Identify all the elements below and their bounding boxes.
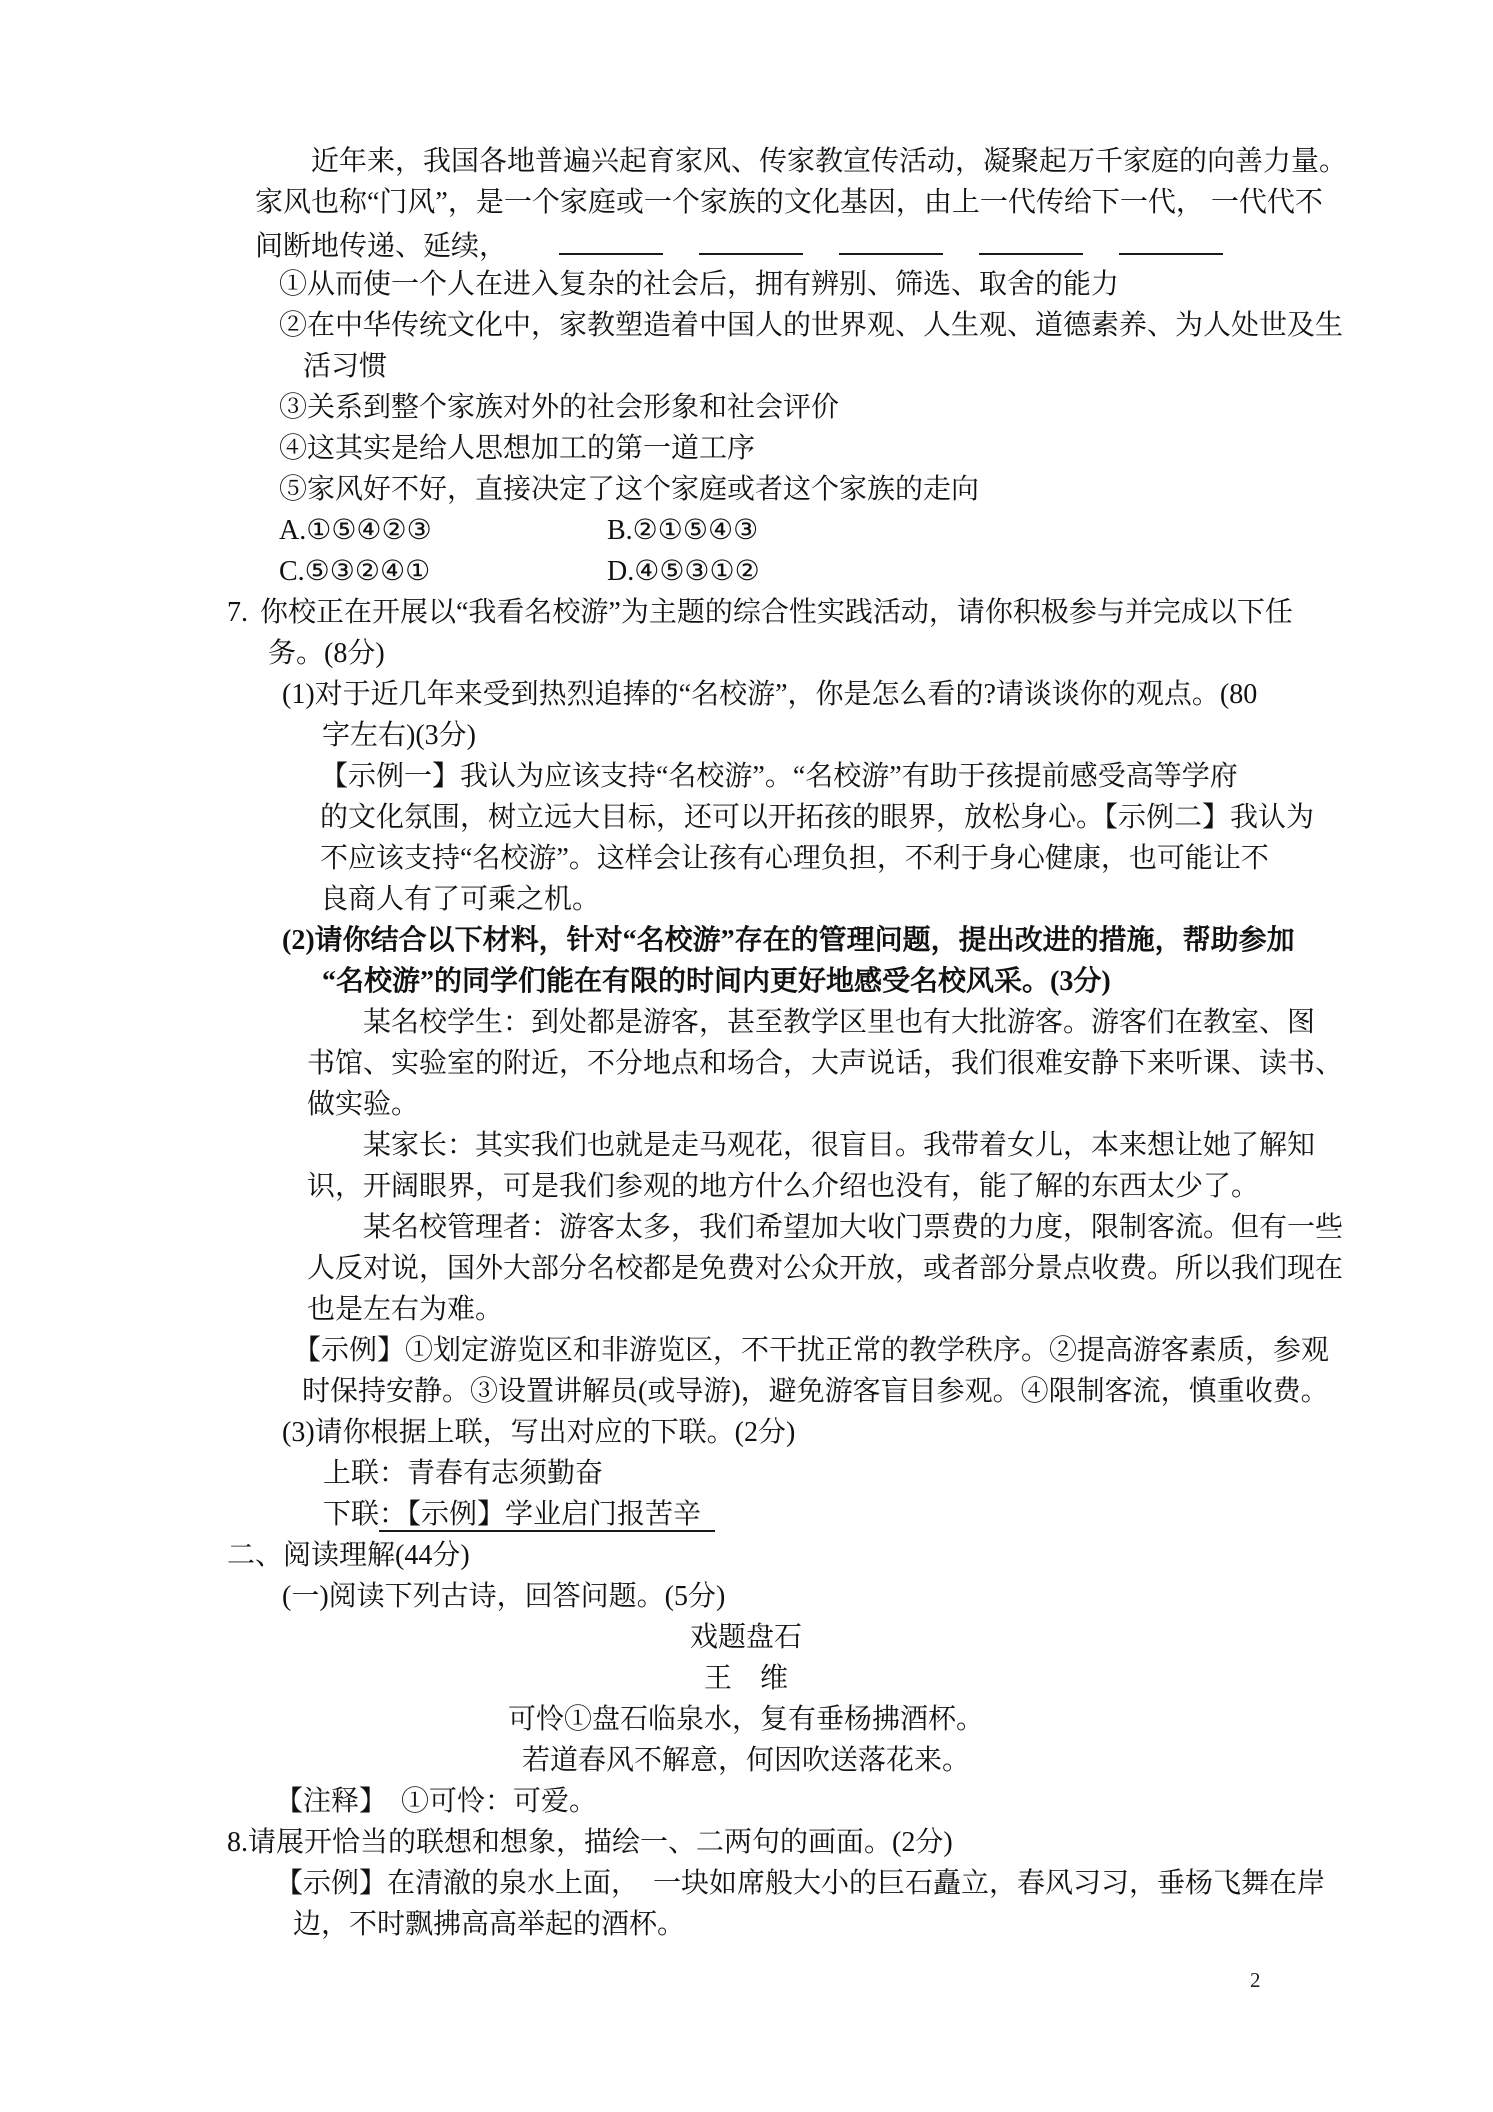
poem-line-1: 可怜①盘石临泉水，复有垂杨拂酒杯。	[507, 1704, 984, 1735]
q6-option-d: D.④⑤③①②	[607, 556, 760, 587]
q7-sub2-line-2: “名校游”的同学们能在有限的时间内更好地感受名校风采。(3分)	[322, 966, 1111, 997]
q7-material-parent-line-1: 某家长：其实我们也就是走马观花，很盲目。我带着女儿，本来想让她了解知	[363, 1130, 1316, 1161]
q7-line-1	[227, 592, 1325, 633]
poem-note: 【注释】 ①可怜：可爱。	[275, 1786, 598, 1817]
q7-sub1-example-line-4: 良商人有了可乘之机。	[320, 884, 601, 915]
section2-part1: (一)阅读下列古诗，回答问题。(5分)	[282, 1581, 726, 1612]
section2-title: 二、阅读理解(44分)	[227, 1540, 470, 1571]
q7-sub1-example-line-2: 的文化氛围，树立远大目标，还可以开拓孩的眼界，放松身心。【示例二】我认为	[320, 802, 1315, 833]
q8-example-line-2: 边，不时飘拂高高举起的酒杯。	[293, 1909, 686, 1940]
poem-line-2: 若道春风不解意，何因吹送落花来。	[521, 1745, 970, 1776]
q7-material-manager-line-2: 人反对说，国外大部分名校都是免费对公众开放，或者部分景点收费。所以我们现在	[307, 1253, 1344, 1284]
q7-sub1-line-1: (1)对于近几年来受到热烈追捧的“名校游”，你是怎么看的?请谈谈你的观点。(80	[282, 679, 1258, 710]
q7-material-student-line-3: 做实验。	[307, 1089, 420, 1120]
q6-paragraph-line-3-text: 间断地传递、延续，	[255, 231, 508, 262]
q6-item-2-line-2: 活习惯	[303, 351, 388, 382]
q7-sub1-example-line-1: 【示例一】我认为应该支持“名校游”。“名校游”有助于孩提前感受高等学府	[320, 761, 1238, 792]
q7-material-manager-line-1: 某名校管理者：游客太多，我们希望加大收门票费的力度，限制客流。但有一些	[363, 1212, 1344, 1243]
q7-couplet-first-line: 上联：青春有志须勤奋	[323, 1458, 604, 1489]
q7-number: 7.	[227, 597, 248, 628]
q6-item-1: ①从而使一个人在进入复杂的社会后，拥有辨别、筛选、取舍的能力	[279, 269, 1120, 300]
poem-author: 王 维	[703, 1663, 788, 1694]
answer-blank	[839, 223, 943, 255]
q6-item-3: ③关系到整个家族对外的社会形象和社会评价	[279, 392, 840, 423]
q6-options-row-2	[227, 551, 1325, 592]
q6-item-4: ④这其实是给人思想加工的第一道工序	[279, 433, 756, 464]
q7-couplet-answer: ：【示例】学业启门报苦辛	[379, 1499, 715, 1532]
q6-item-2-line-1: ②在中华传统文化中，家教塑造着中国人的世界观、人生观、道德素养、为人处世及生	[279, 310, 1344, 341]
q7-material-manager-line-3: 也是左右为难。	[307, 1294, 504, 1325]
q6-option-b: B.②①⑤④③	[607, 515, 759, 546]
answer-blank	[1119, 223, 1223, 255]
answer-blank	[559, 223, 663, 255]
q6-option-a: A.①⑤④②③	[279, 515, 432, 546]
answer-blank-row	[507, 231, 1223, 262]
q8-example-line-1: 【示例】在清澈的泉水上面， 一块如席般大小的巨石矗立，春风习习，垂杨飞舞在岸	[275, 1868, 1326, 1899]
q7-sub2-example-line-1: 【示例】①划定游览区和非游览区，不干扰正常的教学秩序。②提高游客素质，参观	[293, 1335, 1330, 1366]
answer-blank	[979, 223, 1083, 255]
poem-title: 戏题盘石	[689, 1622, 802, 1653]
q7-couplet-second-line	[227, 1494, 1325, 1535]
q7-sub2-example-line-2: 时保持安静。③设置讲解员(或导游)，避免游客盲目参观。④限制客流，慎重收费。	[302, 1376, 1329, 1407]
q6-item-5: ⑤家风好不好，直接决定了这个家庭或者这个家族的走向	[279, 474, 980, 505]
q6-options-row-1	[227, 510, 1325, 551]
q6-paragraph-line-3	[227, 223, 1325, 264]
q7-couplet-second-label: 下联	[323, 1499, 380, 1530]
q8-line-1: 8.请展开恰当的联想和想象，描绘一、二两句的画面。(2分)	[227, 1827, 953, 1858]
q7-line-2: 务。(8分)	[268, 638, 385, 669]
q7-stem: 你校正在开展以“我看名校游”为主题的综合性实践活动，请你积极参与并完成以下任	[260, 597, 1293, 628]
q6-paragraph-line-1: 近年来，我国各地普遍兴起育家风、传家教宣传活动，凝聚起万千家庭的向善力量。	[311, 146, 1348, 177]
q7-sub1-line-2: 字左右)(3分)	[322, 720, 476, 751]
page-number: 2	[1250, 1968, 1261, 1992]
q7-material-student-line-2: 书馆、实验室的附近，不分地点和场合，大声说话，我们很难安静下来听课、读书、	[307, 1048, 1344, 1079]
q7-sub1-example-line-3: 不应该支持“名校游”。这样会让孩有心理负担，不利于身心健康，也可能让不	[320, 843, 1269, 874]
q7-sub3-line-1: (3)请你根据上联，写出对应的下联。(2分)	[282, 1417, 796, 1448]
q6-paragraph-line-2: 家风也称“门风”，是一个家庭或一个家族的文化基因，由上一代传给下一代， 一代代不	[255, 187, 1323, 218]
q7-sub2-line-1: (2)请你结合以下材料，针对“名校游”存在的管理问题，提出改进的措施，帮助参加	[282, 925, 1295, 956]
answer-blank	[699, 223, 803, 255]
q7-material-parent-line-2: 识，开阔眼界，可是我们参观的地方什么介绍也没有，能了解的东西太少了。	[307, 1171, 1260, 1202]
q6-option-c: C.⑤③②④①	[279, 556, 431, 587]
q7-material-student-line-1: 某名校学生：到处都是游客，甚至教学区里也有大批游客。游客们在教室、图	[363, 1007, 1316, 1038]
